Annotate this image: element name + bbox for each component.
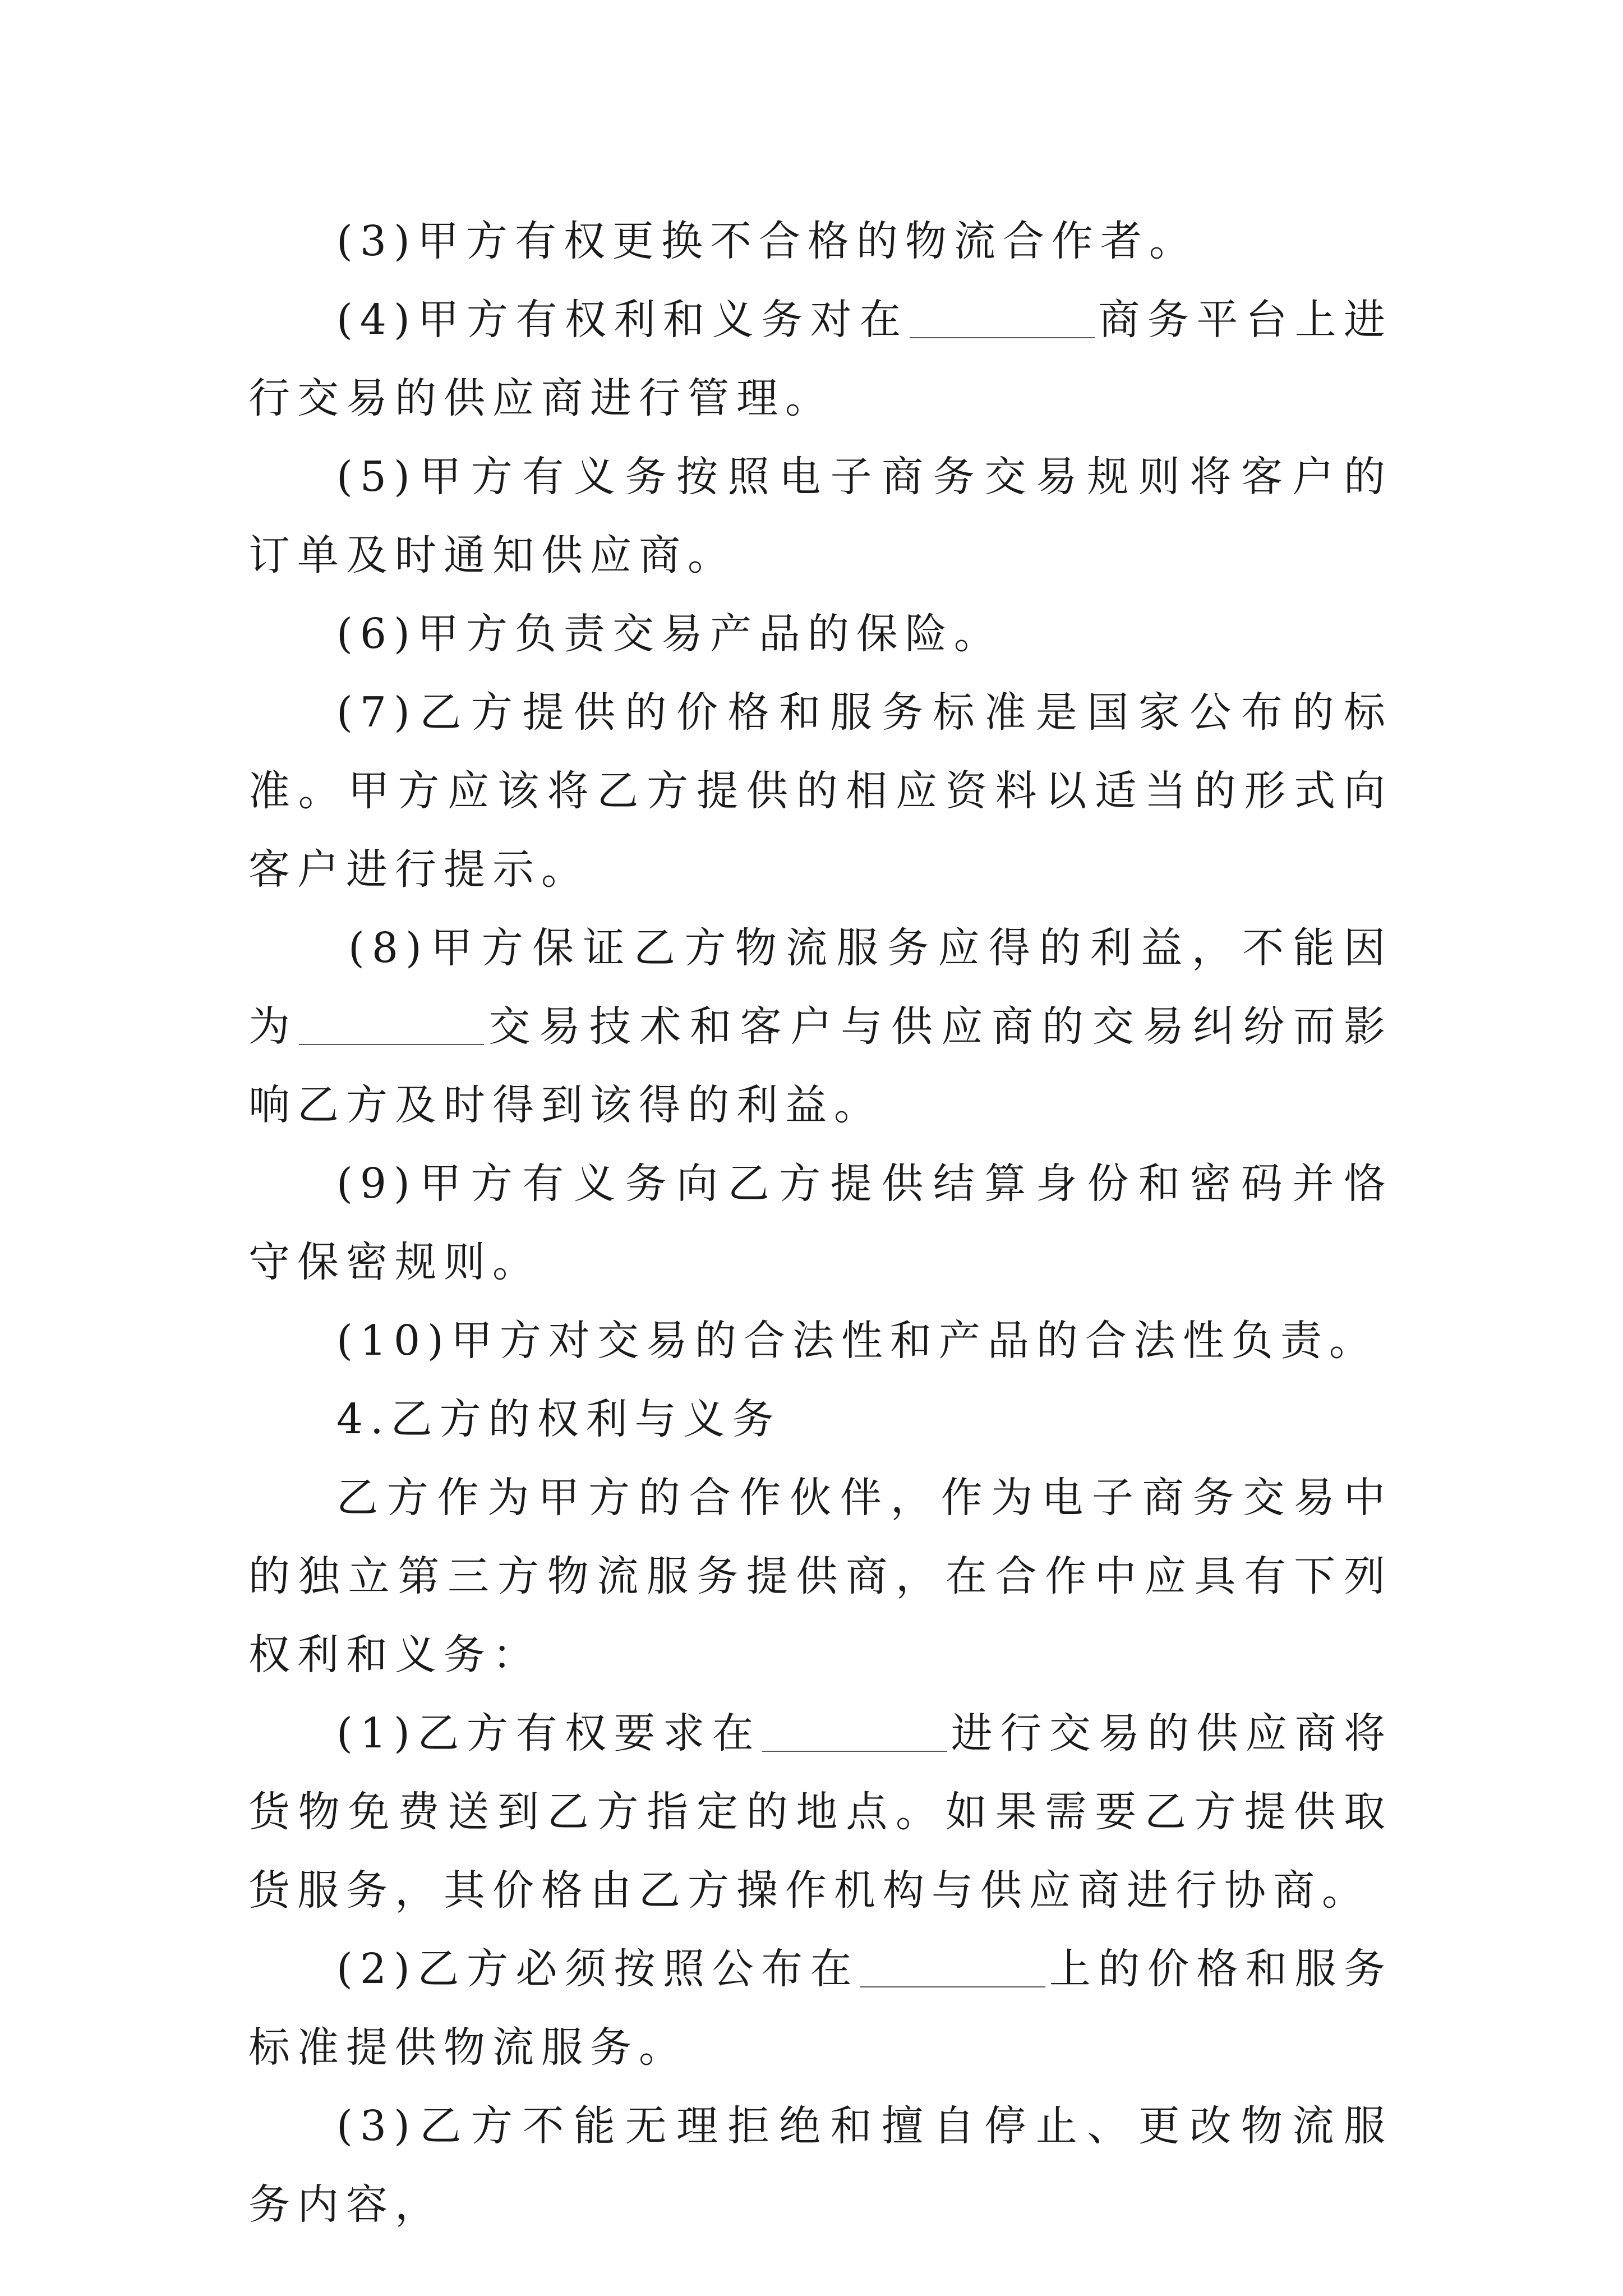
fill-in-blank[interactable] (910, 296, 1095, 338)
clause-text: 乙方作为甲方的合作伙伴，作为电子商务交易中的独立第三方物流服务提供商，在合作中应具有下列权利和义务： (248, 1474, 1393, 1679)
document-body (248, 202, 1393, 2244)
clause-party-a-3 (248, 202, 1393, 280)
clause-text: (3)乙方不能无理拒绝和擅自停止、更改物流服务内容， (248, 2102, 1393, 2229)
fill-in-blank[interactable] (762, 1709, 947, 1752)
clause-party-a-9 (248, 1144, 1393, 1301)
fill-in-blank[interactable] (299, 1002, 484, 1045)
clause-text: 上的价格和服务标准提供物流服务。 (248, 1945, 1393, 2072)
clause-party-a-7 (248, 673, 1393, 909)
section-heading-party-b (248, 1380, 1393, 1458)
clause-text: 交易技术和客户与供应商的交易纠纷而影响乙方及时得到该得的利益。 (248, 1002, 1393, 1129)
fill-in-blank[interactable] (860, 1945, 1045, 1987)
clause-text: (2)乙方必须按照公布在 (336, 1945, 860, 1993)
party-b-intro (248, 1458, 1393, 1694)
clause-party-a-6 (248, 595, 1393, 673)
clause-party-a-8 (248, 909, 1393, 1144)
clause-text: (8)甲方保证乙方物流服务应得的利益，不能因为 (248, 924, 1393, 1051)
clause-text: (3)甲方有权更换不合格的物流合作者。 (336, 217, 1198, 265)
clause-party-a-4 (248, 280, 1393, 438)
clause-party-b-2 (248, 1930, 1393, 2087)
clause-text: (7)乙方提供的价格和服务标准是国家公布的标准。甲方应该将乙方提供的相应资料以适当的形式向客户进行提示。 (248, 688, 1393, 894)
clause-party-a-5 (248, 438, 1393, 595)
clause-party-b-3 (248, 2087, 1393, 2244)
clause-text: (9)甲方有义务向乙方提供结算身份和密码并恪守保密规则。 (248, 1159, 1393, 1286)
clause-text: (4)甲方有权利和义务对在 (336, 296, 909, 344)
clause-text: 商务平台上进行交易的供应商进行管理。 (248, 296, 1393, 422)
clause-party-b-1 (248, 1694, 1393, 1930)
clause-text: (1)乙方有权要求在 (336, 1709, 762, 1757)
clause-text: 进行交易的供应商将货物免费送到乙方指定的地点。如果需要乙方提供取货服务，其价格由乙方操作机构与供应商进行协商。 (248, 1709, 1393, 1915)
clause-party-a-10 (248, 1301, 1393, 1380)
clause-text: (5)甲方有义务按照电子商务交易规则将客户的订单及时通知供应商。 (248, 453, 1393, 579)
clause-text: (10)甲方对交易的合法性和产品的合法性负责。 (336, 1317, 1378, 1365)
section-heading-text: 4.乙方的权利与义务 (336, 1395, 781, 1443)
clause-text: (6)甲方负责交易产品的保险。 (336, 610, 1003, 658)
